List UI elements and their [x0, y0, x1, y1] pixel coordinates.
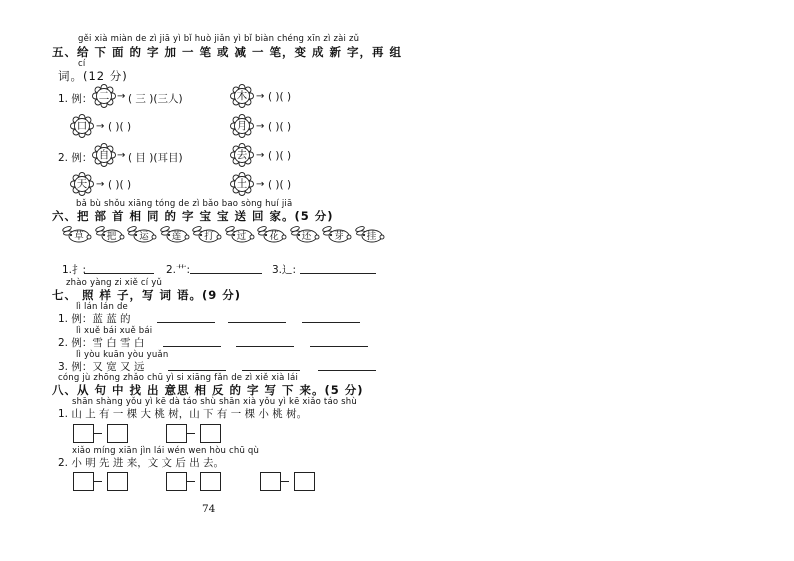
flower-char: 二	[98, 90, 110, 102]
rabbit-icon	[322, 224, 352, 244]
s5-pinyin: gěi xià miàn de zì jiā yì bǐ huò jiǎn yì bǐ biàn chéng xīn zì zài zǔ	[78, 34, 360, 44]
s7-example1-pinyin: lì lán lán de	[76, 302, 128, 312]
rabbit-char: 过	[236, 231, 247, 242]
answer-line[interactable]	[157, 322, 215, 323]
flower-icon	[92, 84, 116, 108]
flower-char: 木	[236, 90, 248, 102]
s5-pinyin2: cí	[78, 59, 86, 69]
connector	[94, 481, 102, 482]
connector	[187, 433, 195, 434]
answer-box[interactable]	[260, 472, 281, 491]
s7-example3-pinyin: lì yòu kuān yòu yuǎn	[76, 350, 169, 360]
s5-row3-num: 2. 例：	[58, 152, 93, 164]
connector	[94, 433, 102, 434]
answer-line[interactable]	[168, 370, 226, 371]
answer-line[interactable]	[318, 370, 376, 371]
s6-title: 六、把 部 首 相 同 的 字 宝 宝 送 回 家。(5 分)	[52, 209, 334, 223]
answer-box[interactable]	[200, 424, 221, 443]
answer-blank[interactable]: ( )( )	[268, 150, 292, 162]
connector	[187, 481, 195, 482]
arrow-icon: →	[256, 179, 265, 190]
answer-blank[interactable]: ( )( )	[108, 179, 132, 191]
rabbit-icon	[355, 224, 385, 244]
flower-icon	[70, 172, 94, 196]
rabbit-icon	[192, 224, 222, 244]
s7-pinyin: zhào yàng zi xiě cí yǔ	[66, 278, 163, 288]
flower-icon	[230, 84, 254, 108]
answer-line[interactable]	[236, 346, 294, 347]
arrow-icon: →	[117, 150, 126, 161]
s8-pinyin: cóng jù zhōng zhǎo chū yì si xiāng fǎn de zì xiě xià lái	[58, 373, 299, 383]
rabbit-icon	[160, 224, 190, 244]
rabbit-char: 还	[301, 231, 312, 242]
s5-title: 五、给 下 面 的 字 加 一 笔 或 减 一 笔，变 成 新 字，再 组	[52, 45, 403, 59]
answer-line[interactable]	[302, 322, 360, 323]
answer-box[interactable]	[294, 472, 315, 491]
rabbit-icon	[257, 224, 287, 244]
s5-row1-num: 1. 例：	[58, 93, 93, 105]
s8-sentence1: 1. 山 上 有 一 棵 大 桃 树，山 下 有 一 棵 小 桃 树。	[58, 408, 308, 420]
answer-blank[interactable]: ( )( )	[268, 179, 292, 191]
s7-example2-pinyin: lì xuě bái xuě bái	[76, 326, 153, 336]
answer-line[interactable]	[310, 346, 368, 347]
s6-hint-3: 3.辶:	[272, 264, 297, 276]
flower-char: 天	[76, 178, 88, 190]
flower-icon	[230, 172, 254, 196]
s6-pinyin: bǎ bù shǒu xiāng tóng de zì bǎo bao sòng huí jiā	[76, 199, 293, 209]
rabbit-icon	[127, 224, 157, 244]
flower-char: 口	[76, 120, 88, 132]
flower-char: 自	[98, 149, 110, 161]
s5-title2: 词。(12 分)	[58, 69, 128, 83]
s5-row1-example-answer: ( 三 )(三人)	[128, 93, 183, 105]
answer-blank[interactable]: ( )( )	[108, 121, 132, 133]
answer-line[interactable]	[163, 346, 221, 347]
arrow-icon: →	[256, 121, 265, 132]
s7-title: 七、 照 样 子，写 词 语。(9 分)	[52, 288, 242, 302]
rabbit-icon	[290, 224, 320, 244]
connector	[281, 481, 289, 482]
answer-box[interactable]	[107, 424, 128, 443]
arrow-icon: →	[117, 91, 126, 102]
answer-blank[interactable]: ( )( )	[268, 121, 292, 133]
rabbit-char: 挂	[366, 231, 377, 242]
s7-example3: 3. 例：又 宽 又 远	[58, 361, 145, 373]
answer-box[interactable]	[73, 424, 94, 443]
rabbit-char: 把	[106, 231, 117, 242]
answer-box[interactable]	[166, 472, 187, 491]
s8-sentence2-pinyin: xiǎo míng xiān jìn lái wén wen hòu chū qù	[72, 446, 260, 456]
flower-char: 土	[236, 178, 248, 190]
s6-hint-1: 1.扌:	[62, 264, 87, 276]
rabbit-icon	[95, 224, 125, 244]
flower-char: 去	[236, 149, 248, 161]
rabbit-icon	[225, 224, 255, 244]
arrow-icon: →	[256, 91, 265, 102]
rabbit-char: 芽	[334, 231, 344, 242]
answer-box[interactable]	[73, 472, 94, 491]
arrow-icon: →	[96, 121, 105, 132]
s8-title: 八、从 句 中 找 出 意思 相 反 的 字 写 下 来。(5 分)	[52, 383, 364, 397]
answer-line[interactable]	[190, 273, 262, 274]
s8-sentence2: 2. 小 明 先 进 来，文 文 后 出 去。	[58, 457, 225, 469]
s7-example1: 1. 例：蓝 蓝 的	[58, 313, 131, 325]
rabbit-icon	[62, 224, 92, 244]
answer-box[interactable]	[107, 472, 128, 491]
rabbit-char: 运	[139, 231, 149, 242]
arrow-icon: →	[256, 150, 265, 161]
flower-char: 月	[236, 120, 248, 132]
s7-example2: 2. 例：雪 白 雪 白	[58, 337, 145, 349]
s8-sentence1-pinyin: shān shàng yǒu yì kē dà táo shù shān xià yǒu yì kē xiǎo táo shù	[72, 397, 357, 407]
page-number: 74	[202, 503, 216, 515]
answer-line[interactable]	[242, 370, 300, 371]
s5-row3-example-answer: ( 目 )(耳目)	[128, 152, 183, 164]
answer-line[interactable]	[84, 273, 154, 274]
flower-icon	[230, 143, 254, 167]
flower-icon	[92, 143, 116, 167]
answer-line[interactable]	[300, 273, 376, 274]
flower-icon	[70, 114, 94, 138]
flower-icon	[230, 114, 254, 138]
answer-blank[interactable]: ( )( )	[268, 91, 292, 103]
s6-hint-2: 2.艹:	[166, 264, 191, 276]
answer-box[interactable]	[166, 424, 187, 443]
rabbit-char: 花	[269, 231, 279, 242]
rabbit-char: 打	[204, 231, 214, 242]
arrow-icon: →	[96, 179, 105, 190]
rabbit-char: 草	[74, 231, 84, 242]
rabbit-char: 莲	[171, 231, 182, 242]
answer-line[interactable]	[228, 322, 286, 323]
answer-box[interactable]	[200, 472, 221, 491]
